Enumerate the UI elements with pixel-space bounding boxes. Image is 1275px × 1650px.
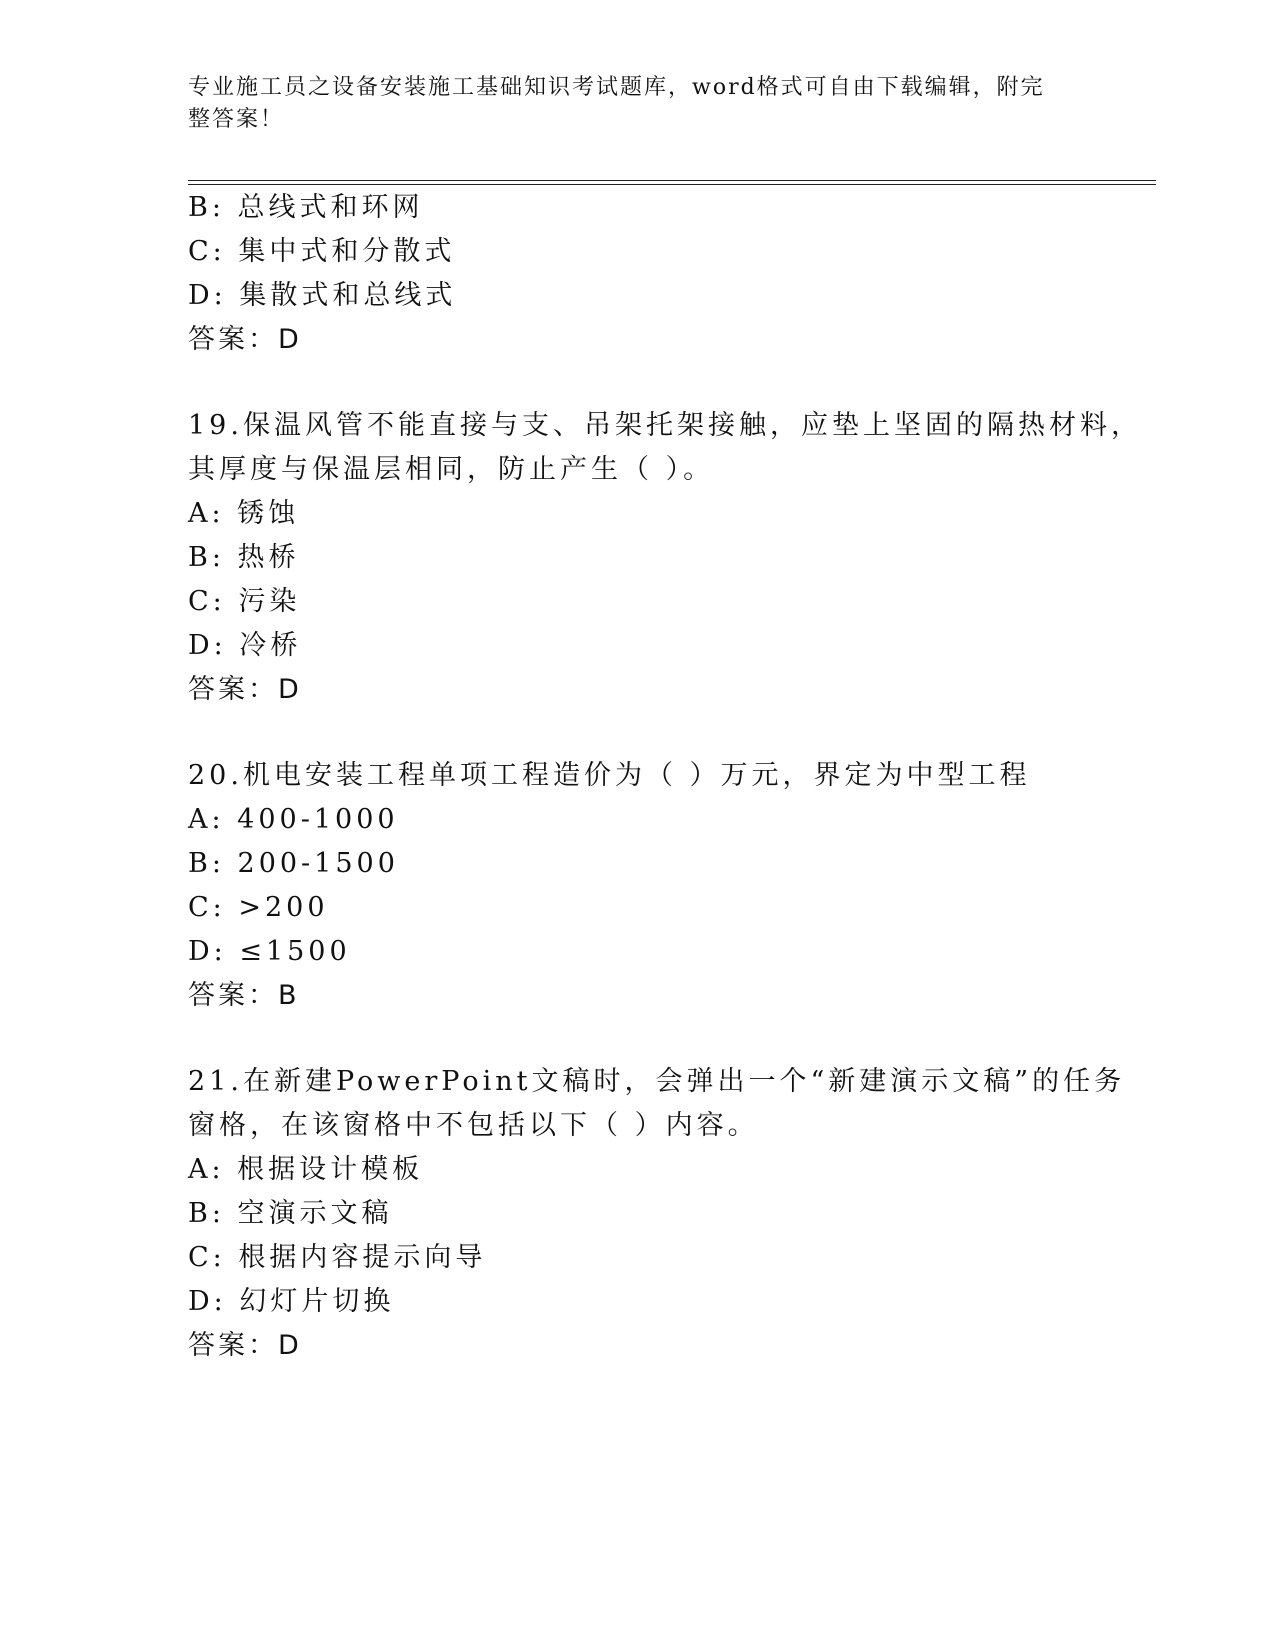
q20-stem-line-1: 20.机电安装工程单项工程造价为（ ）万元，界定为中型工程	[188, 760, 1031, 791]
header-divider-top	[188, 180, 1156, 181]
q18-option-d: D: 集散式和总线式	[188, 280, 457, 311]
q20-answer: 答案：B	[188, 980, 300, 1011]
q20-option-c: C: >200	[188, 892, 329, 923]
q19-option-c: C: 污染	[188, 586, 301, 617]
header-line-1: 专业施工员之设备安装施工基础知识考试题库，word格式可自由下载编辑，附完	[188, 75, 1045, 100]
q19-option-a: A: 锈蚀	[188, 498, 300, 529]
q19-option-d: D: 冷桥	[188, 630, 302, 661]
q19-stem-line-2: 其厚度与保温层相同，防止产生（ ）。	[188, 454, 715, 485]
q21-option-b: B: 空演示文稿	[188, 1198, 393, 1229]
q21-stem-line-1: 21.在新建PowerPoint文稿时，会弹出一个“新建演示文稿”的任务	[188, 1066, 1126, 1097]
q21-stem-line-2: 窗格，在该窗格中不包括以下（ ）内容。	[188, 1110, 759, 1141]
q19-option-b: B: 热桥	[188, 542, 300, 573]
header-line-2: 整答案！	[188, 107, 285, 132]
q18-option-c: C: 集中式和分散式	[188, 236, 456, 267]
q20-option-d: D: ≤1500	[188, 936, 351, 967]
q18-option-b: B: 总线式和环网	[188, 192, 424, 223]
header-divider-bottom	[188, 184, 1156, 185]
q21-option-a: A: 根据设计模板	[188, 1154, 424, 1185]
q19-answer: 答案：D	[188, 674, 302, 705]
document-header	[188, 72, 1068, 136]
q21-answer: 答案：D	[188, 1330, 302, 1361]
q20-option-a: A: 400-1000	[188, 804, 399, 835]
q21-option-d: D: 幻灯片切换	[188, 1286, 395, 1317]
q21-option-c: C: 根据内容提示向导	[188, 1242, 487, 1273]
q18-answer: 答案：D	[188, 324, 302, 355]
q19-stem-line-1: 19.保温风管不能直接与支、吊架托架接触，应垫上坚固的隔热材料，	[188, 410, 1142, 441]
q20-option-b: B: 200-1500	[188, 848, 399, 879]
